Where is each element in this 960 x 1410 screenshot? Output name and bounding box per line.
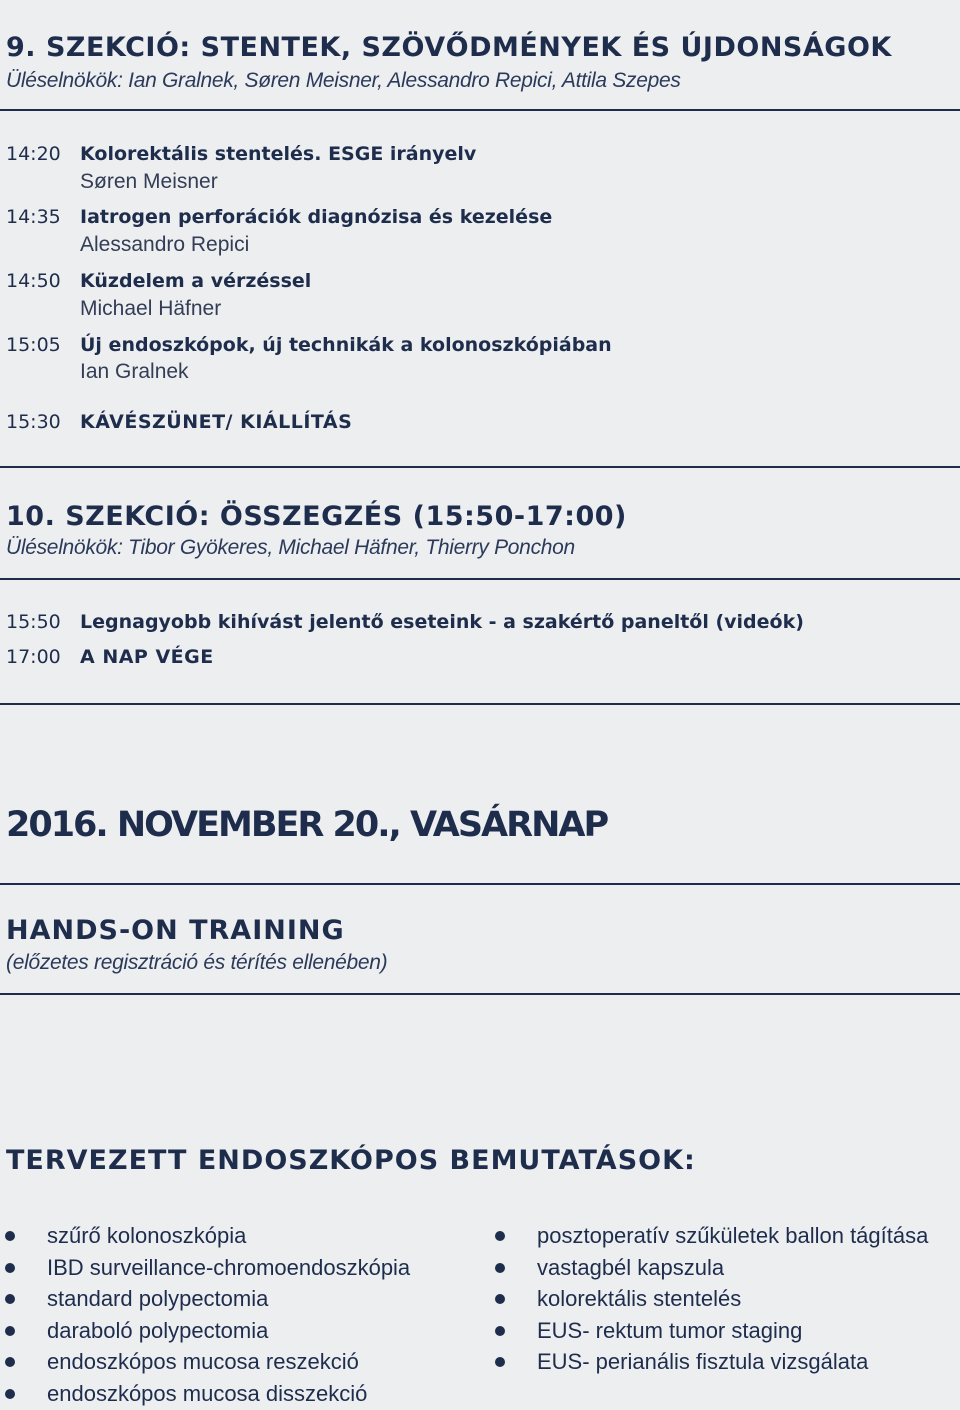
talk-title: Új endoszkópok, új technikák a kolonoszkópiában [80,334,612,356]
talk-title: Legnagyobb kihívást jelentő eseteink - a szakértő paneltől (videók) [80,611,804,633]
talk-time: 15:50 [6,611,61,633]
bullet-icon [5,1357,15,1367]
talk-time: 14:35 [6,206,61,228]
talk-time: 15:05 [6,334,61,356]
list-item: endoszkópos mucosa reszekció [0,1346,410,1378]
bullet-icon [5,1231,15,1241]
divider [0,578,960,580]
talk-title: Iatrogen perforációk diagnózisa és kezelése [80,206,553,228]
list-item: EUS- rektum tumor staging [490,1315,928,1347]
demos-left-list [0,1220,410,1410]
bullet-icon [495,1263,505,1273]
divider [0,109,960,111]
list-item: EUS- perianális fisztula vizsgálata [490,1346,928,1378]
bullet-icon [5,1263,15,1273]
divider [0,883,960,885]
list-item: szűrő kolonoszkópia [0,1220,410,1252]
list-item: IBD surveillance-chromoendoszkópia [0,1252,410,1284]
talk-title: Küzdelem a vérzéssel [80,270,312,292]
session9-chairs: Üléselnökök: Ian Gralnek, Søren Meisner, Alessandro Repici, Attila Szepes [6,69,681,92]
bullet-icon [5,1326,15,1336]
break-title: KÁVÉSZÜNET/ KIÁLLÍTÁS [80,411,353,433]
demos-title: TERVEZETT ENDOSZKÓPOS BEMUTATÁSOK: [6,1145,696,1176]
session10-chairs: Üléselnökök: Tibor Gyökeres, Michael Häfner, Thierry Ponchon [6,536,575,559]
talk-time: 14:50 [6,270,61,292]
hands-on-title: HANDS-ON TRAINING [6,915,345,946]
talk-speaker: Alessandro Repici [80,233,250,256]
end-title: A NAP VÉGE [80,646,214,668]
list-item: daraboló polypectomia [0,1315,410,1347]
talk-speaker: Michael Häfner [80,297,222,320]
hands-on-note: (előzetes regisztráció és térítés ellenében) [6,951,388,974]
session10-title: 10. SZEKCIÓ: ÖSSZEGZÉS (15:50-17:00) [6,501,627,532]
list-item: standard polypectomia [0,1283,410,1315]
talk-title: Kolorektális stentelés. ESGE irányelv [80,143,477,165]
talk-speaker: Ian Gralnek [80,360,189,383]
list-item: endoszkópos mucosa disszekció [0,1378,410,1410]
bullet-icon [495,1326,505,1336]
bullet-icon [495,1231,505,1241]
divider [0,993,960,995]
session9-title: 9. SZEKCIÓ: STENTEK, SZÖVŐDMÉNYEK ÉS ÚJDONSÁGOK [6,32,892,63]
talk-time: 14:20 [6,143,61,165]
day-heading: 2016. NOVEMBER 20., VASÁRNAP [6,805,608,845]
divider [0,703,960,705]
bullet-icon [495,1294,505,1304]
bullet-icon [495,1357,505,1367]
list-item: posztoperatív szűkületek ballon tágítása [490,1220,928,1252]
list-item: vastagbél kapszula [490,1252,928,1284]
demos-right-list [490,1220,928,1378]
break-time: 15:30 [6,411,61,433]
end-time: 17:00 [6,646,61,668]
bullet-icon [5,1389,15,1399]
list-item: kolorektális stentelés [490,1283,928,1315]
talk-speaker: Søren Meisner [80,170,218,193]
bullet-icon [5,1294,15,1304]
divider [0,466,960,468]
